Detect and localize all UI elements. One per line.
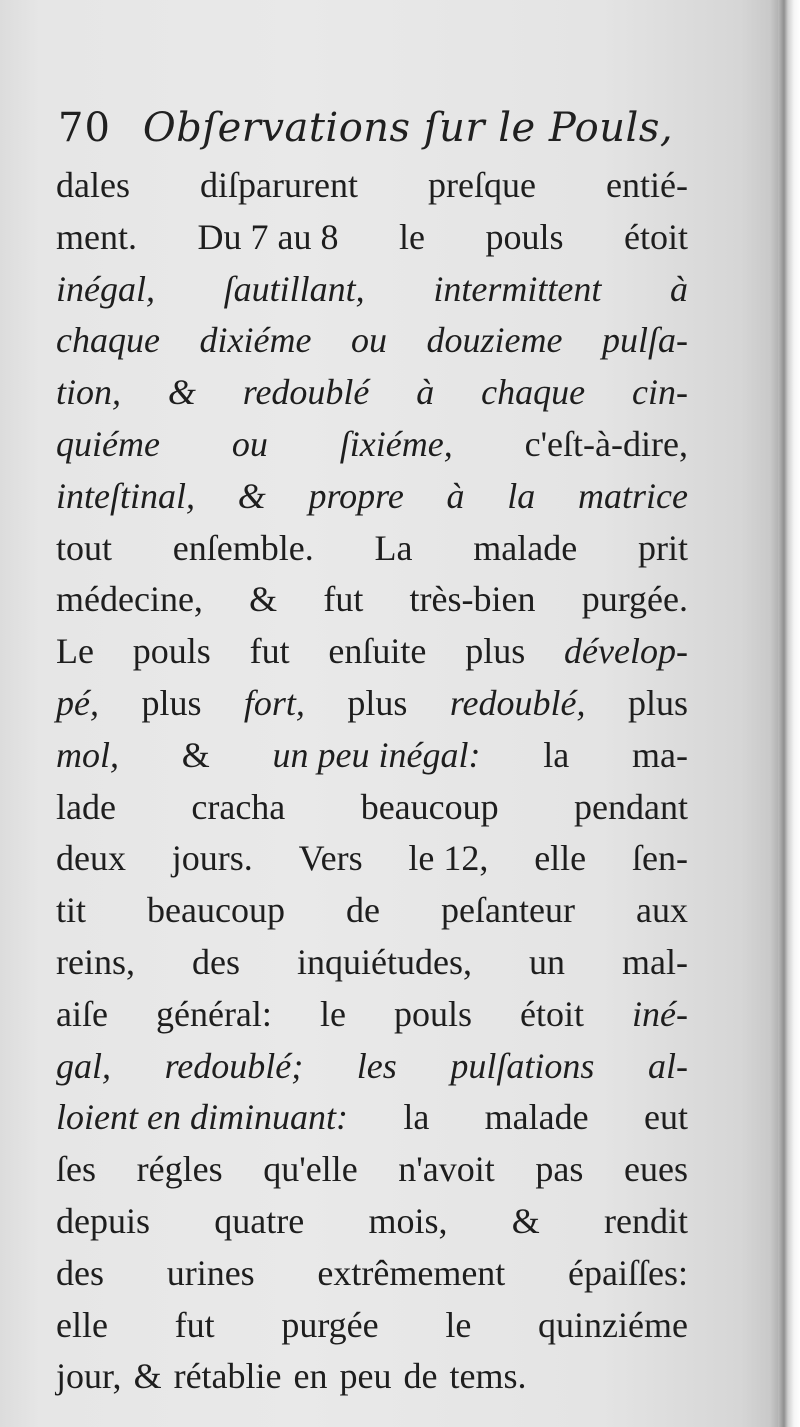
text-line (56, 730, 688, 782)
word: Du 7 au 8 (197, 216, 339, 257)
word: intermittent (433, 268, 602, 309)
text-line (56, 1248, 688, 1300)
word: un (528, 941, 565, 982)
word: cracha (191, 786, 286, 827)
word: quatre (214, 1200, 305, 1241)
text-line (56, 523, 688, 575)
text-line (56, 678, 688, 730)
text-line (56, 367, 688, 419)
word: tout (56, 527, 113, 568)
word: mol, (56, 734, 119, 775)
word: à (670, 268, 688, 309)
word: ſautillant, (223, 268, 365, 309)
word: chaque (481, 372, 586, 413)
word: Vers (298, 838, 363, 879)
word: quiéme (56, 423, 160, 464)
text-line (56, 1144, 688, 1196)
text-line (56, 1196, 688, 1248)
word: aux (636, 890, 688, 931)
text-line (56, 264, 688, 316)
word: un peu inégal: (272, 734, 481, 775)
word: elle (56, 1304, 108, 1345)
word: pendant (574, 786, 688, 827)
word: lade (56, 786, 116, 827)
word: iné- (631, 993, 688, 1034)
word: extrêmement (317, 1252, 506, 1293)
word: n'avoit (398, 1149, 495, 1190)
word: urines (166, 1252, 255, 1293)
word: inégal, (56, 268, 155, 309)
word: purgée (281, 1304, 379, 1345)
word: redoublé, (449, 682, 586, 723)
word: pé, (56, 682, 99, 723)
word: plus (141, 682, 202, 723)
word: général: (155, 993, 272, 1034)
word: jour, (56, 1356, 122, 1397)
word: eues (624, 1149, 688, 1190)
word: loient en diminuant: (56, 1097, 348, 1138)
word: matrice (578, 475, 688, 516)
word: pouls (393, 993, 472, 1034)
word: qu'elle (263, 1149, 358, 1190)
word: de (403, 1356, 438, 1397)
text-line (56, 989, 688, 1041)
word: mal- (621, 941, 688, 982)
word: épaiſſes: (568, 1252, 688, 1293)
text-line (56, 1300, 688, 1352)
word: eut (643, 1097, 688, 1138)
page-edge (778, 0, 800, 1427)
word: à (416, 372, 435, 413)
word: pulſations (450, 1045, 595, 1086)
word: inquiétudes, (296, 941, 472, 982)
word: pulſa- (602, 320, 688, 361)
text-line (56, 1041, 688, 1093)
word: dévelop- (564, 631, 688, 672)
word: redoublé; (164, 1045, 304, 1086)
body-text (56, 160, 688, 1397)
word: ſixiéme, (339, 423, 453, 464)
word: chaque (56, 320, 160, 361)
word: des (56, 1252, 104, 1293)
word: ou (231, 423, 268, 464)
word: preſque (428, 165, 536, 205)
word: enſuite (328, 631, 427, 672)
page-number: 70 (58, 105, 111, 151)
word: & (237, 475, 266, 516)
text-line (56, 471, 688, 523)
word: propre (308, 475, 404, 516)
word: le (319, 993, 346, 1034)
word: La (374, 527, 413, 568)
text-line (56, 782, 688, 834)
word: le (445, 1304, 472, 1345)
word: cin- (632, 372, 688, 413)
word: beaucoup (360, 786, 499, 827)
word: le 12, (408, 838, 489, 879)
word: pas (535, 1149, 584, 1190)
word: reins, (56, 941, 135, 982)
word: plus (347, 682, 408, 723)
word: fut (249, 631, 290, 672)
word: plus (627, 682, 688, 723)
word: jours. (171, 838, 253, 879)
word: étoit (623, 216, 688, 257)
word: purgée. (581, 579, 688, 620)
word: pouls (132, 631, 211, 672)
word: mois, (368, 1200, 448, 1241)
page-header (58, 96, 708, 160)
word: fort, (243, 682, 305, 723)
word: médecine, (56, 579, 203, 620)
word: depuis (56, 1200, 150, 1241)
word: tion, (56, 372, 122, 413)
text-line (56, 315, 688, 367)
word: malade (484, 1097, 589, 1138)
text-line (56, 160, 688, 212)
word: peu (339, 1356, 392, 1397)
word: rendit (603, 1200, 688, 1241)
text-line (56, 419, 688, 471)
word: douzieme (426, 320, 563, 361)
word: tems. (449, 1356, 527, 1397)
text-line (56, 1351, 688, 1403)
text-line (56, 574, 688, 626)
word: étoit (519, 993, 584, 1034)
word: ma- (632, 734, 688, 775)
word: gal, (56, 1045, 112, 1086)
word: al- (647, 1045, 688, 1086)
text-line (56, 212, 688, 264)
word: la (543, 734, 570, 775)
word: ſen- (631, 838, 688, 879)
word: enſemble. (172, 527, 314, 568)
word: beaucoup (147, 890, 285, 931)
word: & (167, 372, 196, 413)
word: aiſe (56, 993, 108, 1034)
word: entié- (606, 165, 688, 205)
word: les (356, 1045, 397, 1086)
word: & (249, 579, 278, 620)
word: c'eſt-à-dire, (524, 423, 688, 464)
word: malade (473, 527, 578, 568)
word: dales (56, 165, 130, 205)
word: ment. (56, 216, 137, 257)
word: quinziéme (538, 1304, 688, 1345)
word: la (403, 1097, 430, 1138)
word: à (446, 475, 465, 516)
word: redoublé (242, 372, 370, 413)
word: ſes (56, 1149, 96, 1190)
word: rétablie (173, 1356, 282, 1397)
word: tit (56, 890, 87, 931)
running-title: Obſervations ſur le Pouls, (142, 105, 674, 151)
word: dixiéme (199, 320, 312, 361)
text-line (56, 937, 688, 989)
word: Le (56, 631, 94, 672)
word: & (133, 1356, 162, 1397)
word: inteſtinal, (56, 475, 195, 516)
word: deux (56, 838, 126, 879)
word: peſanteur (441, 890, 575, 931)
word: & (511, 1200, 540, 1241)
word: des (191, 941, 240, 982)
word: très-bien (409, 579, 536, 620)
word: pouls (485, 216, 564, 257)
text-line (56, 1092, 688, 1144)
word: en (293, 1356, 328, 1397)
word: fut (323, 579, 364, 620)
word: elle (534, 838, 587, 879)
text-line (56, 626, 688, 678)
word: ou (350, 320, 387, 361)
word: la (507, 475, 536, 516)
word: & (181, 734, 210, 775)
word: régles (136, 1149, 223, 1190)
text-line (56, 833, 688, 885)
word: de (346, 890, 380, 931)
word: diſparurent (200, 165, 358, 205)
text-line (56, 885, 688, 937)
word: prit (637, 527, 688, 568)
word: fut (174, 1304, 215, 1345)
word: plus (465, 631, 526, 672)
word: le (398, 216, 425, 257)
